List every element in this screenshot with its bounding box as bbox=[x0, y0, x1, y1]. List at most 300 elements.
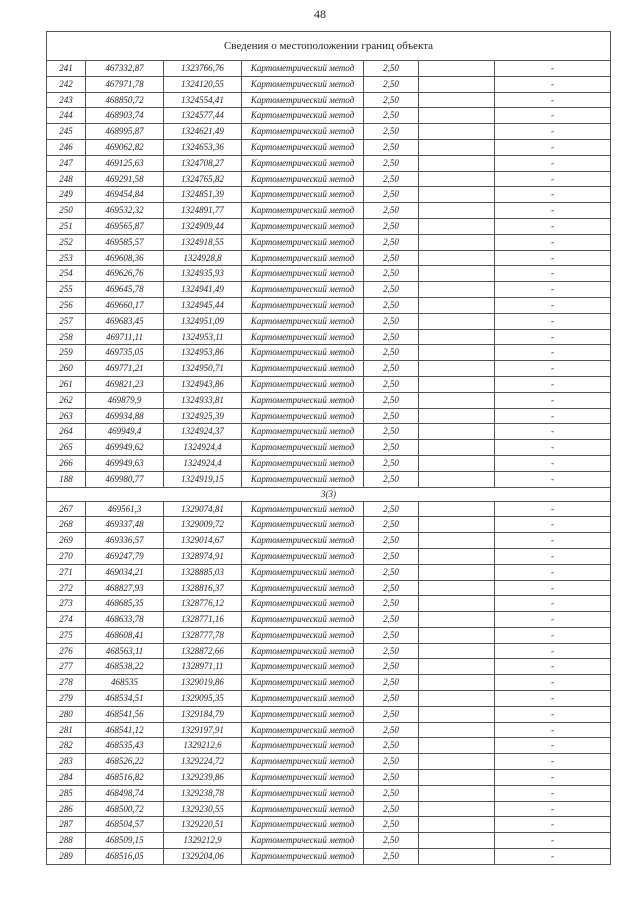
point-number-cell: 271 bbox=[47, 564, 86, 580]
method-cell: Картометрический метод bbox=[242, 361, 364, 377]
point-number-cell: 249 bbox=[47, 187, 86, 203]
note-cell: - bbox=[495, 187, 611, 203]
point-number-cell: 255 bbox=[47, 282, 86, 298]
table-row bbox=[47, 564, 611, 580]
boundary-coordinates-table bbox=[46, 31, 611, 865]
method-cell: Картометрический метод bbox=[242, 187, 364, 203]
description-cell bbox=[419, 376, 495, 392]
note-cell: - bbox=[495, 596, 611, 612]
note-cell: - bbox=[495, 564, 611, 580]
description-cell bbox=[419, 218, 495, 234]
coordinate-y-cell: 1324577,44 bbox=[164, 108, 242, 124]
coordinate-x-cell: 469660,17 bbox=[86, 297, 164, 313]
description-cell bbox=[419, 187, 495, 203]
note-cell: - bbox=[495, 627, 611, 643]
note-cell: - bbox=[495, 738, 611, 754]
accuracy-cell: 2,50 bbox=[364, 817, 419, 833]
coordinate-y-cell: 1324909,44 bbox=[164, 218, 242, 234]
coordinate-x-cell: 468827,93 bbox=[86, 580, 164, 596]
accuracy-cell: 2,50 bbox=[364, 564, 419, 580]
method-cell: Картометрический метод bbox=[242, 722, 364, 738]
coordinate-y-cell: 1329239,86 bbox=[164, 770, 242, 786]
description-cell bbox=[419, 754, 495, 770]
table-title: Сведения о местоположении границ объекта bbox=[47, 32, 611, 61]
coordinate-y-cell: 1328816,37 bbox=[164, 580, 242, 596]
method-cell: Картометрический метод bbox=[242, 313, 364, 329]
coordinate-y-cell: 1329212,9 bbox=[164, 833, 242, 849]
coordinate-y-cell: 1324953,86 bbox=[164, 345, 242, 361]
point-number-cell: 289 bbox=[47, 849, 86, 865]
point-number-cell: 275 bbox=[47, 627, 86, 643]
accuracy-cell: 2,50 bbox=[364, 92, 419, 108]
coordinate-x-cell: 469454,84 bbox=[86, 187, 164, 203]
method-cell: Картометрический метод bbox=[242, 266, 364, 282]
coordinate-x-cell: 469821,23 bbox=[86, 376, 164, 392]
accuracy-cell: 2,50 bbox=[364, 329, 419, 345]
coordinate-x-cell: 469291,58 bbox=[86, 171, 164, 187]
point-number-cell: 282 bbox=[47, 738, 86, 754]
table-row bbox=[47, 849, 611, 865]
coordinate-x-cell: 468535 bbox=[86, 675, 164, 691]
description-cell bbox=[419, 424, 495, 440]
coordinate-x-cell: 468509,15 bbox=[86, 833, 164, 849]
method-cell: Картометрический метод bbox=[242, 659, 364, 675]
description-cell bbox=[419, 612, 495, 628]
accuracy-cell: 2,50 bbox=[364, 471, 419, 487]
method-cell: Картометрический метод bbox=[242, 92, 364, 108]
table-row bbox=[47, 659, 611, 675]
method-cell: Картометрический метод bbox=[242, 564, 364, 580]
note-cell: - bbox=[495, 849, 611, 865]
method-cell: Картометрический метод bbox=[242, 770, 364, 786]
accuracy-cell: 2,50 bbox=[364, 392, 419, 408]
point-number-cell: 277 bbox=[47, 659, 86, 675]
table-row bbox=[47, 282, 611, 298]
accuracy-cell: 2,50 bbox=[364, 313, 419, 329]
point-number-cell: 260 bbox=[47, 361, 86, 377]
point-number-cell: 268 bbox=[47, 517, 86, 533]
note-cell: - bbox=[495, 203, 611, 219]
coordinate-y-cell: 1329009,72 bbox=[164, 517, 242, 533]
description-cell bbox=[419, 361, 495, 377]
coordinate-y-cell: 1324925,39 bbox=[164, 408, 242, 424]
accuracy-cell: 2,50 bbox=[364, 691, 419, 707]
method-cell: Картометрический метод bbox=[242, 76, 364, 92]
description-cell bbox=[419, 440, 495, 456]
coordinate-y-cell: 1328971,11 bbox=[164, 659, 242, 675]
coordinate-x-cell: 469034,21 bbox=[86, 564, 164, 580]
description-cell bbox=[419, 471, 495, 487]
description-cell bbox=[419, 596, 495, 612]
accuracy-cell: 2,50 bbox=[364, 612, 419, 628]
description-cell bbox=[419, 266, 495, 282]
note-cell: - bbox=[495, 455, 611, 471]
coordinate-y-cell: 1328776,12 bbox=[164, 596, 242, 612]
note-cell: - bbox=[495, 108, 611, 124]
coordinate-y-cell: 1328777,78 bbox=[164, 627, 242, 643]
method-cell: Картометрический метод bbox=[242, 833, 364, 849]
coordinate-y-cell: 1324621,49 bbox=[164, 124, 242, 140]
method-cell: Картометрический метод bbox=[242, 329, 364, 345]
method-cell: Картометрический метод bbox=[242, 785, 364, 801]
table-title-row bbox=[47, 32, 611, 61]
table-row bbox=[47, 517, 611, 533]
point-number-cell: 248 bbox=[47, 171, 86, 187]
coordinate-y-cell: 1323766,76 bbox=[164, 61, 242, 77]
description-cell bbox=[419, 139, 495, 155]
point-number-cell: 254 bbox=[47, 266, 86, 282]
point-number-cell: 280 bbox=[47, 706, 86, 722]
coordinate-x-cell: 467332,87 bbox=[86, 61, 164, 77]
note-cell: - bbox=[495, 361, 611, 377]
description-cell bbox=[419, 61, 495, 77]
coordinate-y-cell: 1324554,41 bbox=[164, 92, 242, 108]
table-row bbox=[47, 250, 611, 266]
table-row bbox=[47, 218, 611, 234]
description-cell bbox=[419, 171, 495, 187]
coordinate-y-cell: 1328872,66 bbox=[164, 643, 242, 659]
description-cell bbox=[419, 76, 495, 92]
section-label: 3(3) bbox=[47, 487, 611, 501]
method-cell: Картометрический метод bbox=[242, 627, 364, 643]
description-cell bbox=[419, 659, 495, 675]
table-row bbox=[47, 376, 611, 392]
note-cell: - bbox=[495, 548, 611, 564]
note-cell: - bbox=[495, 218, 611, 234]
note-cell: - bbox=[495, 171, 611, 187]
coordinate-y-cell: 1324918,55 bbox=[164, 234, 242, 250]
note-cell: - bbox=[495, 691, 611, 707]
accuracy-cell: 2,50 bbox=[364, 596, 419, 612]
accuracy-cell: 2,50 bbox=[364, 76, 419, 92]
table-row bbox=[47, 76, 611, 92]
table-row bbox=[47, 234, 611, 250]
description-cell bbox=[419, 564, 495, 580]
coordinate-y-cell: 1324933,81 bbox=[164, 392, 242, 408]
table-row bbox=[47, 424, 611, 440]
note-cell: - bbox=[495, 706, 611, 722]
point-number-cell: 258 bbox=[47, 329, 86, 345]
description-cell bbox=[419, 282, 495, 298]
section-row bbox=[47, 487, 611, 501]
description-cell bbox=[419, 548, 495, 564]
point-number-cell: 267 bbox=[47, 501, 86, 517]
table-row bbox=[47, 706, 611, 722]
table-row bbox=[47, 266, 611, 282]
accuracy-cell: 2,50 bbox=[364, 297, 419, 313]
accuracy-cell: 2,50 bbox=[364, 754, 419, 770]
method-cell: Картометрический метод bbox=[242, 801, 364, 817]
description-cell bbox=[419, 234, 495, 250]
coordinate-x-cell: 469125,63 bbox=[86, 155, 164, 171]
note-cell: - bbox=[495, 408, 611, 424]
note-cell: - bbox=[495, 754, 611, 770]
point-number-cell: 256 bbox=[47, 297, 86, 313]
description-cell bbox=[419, 722, 495, 738]
coordinate-y-cell: 1329074,81 bbox=[164, 501, 242, 517]
coordinate-x-cell: 469949,63 bbox=[86, 455, 164, 471]
coordinate-x-cell: 469247,79 bbox=[86, 548, 164, 564]
accuracy-cell: 2,50 bbox=[364, 440, 419, 456]
coordinate-y-cell: 1324928,8 bbox=[164, 250, 242, 266]
coordinate-y-cell: 1324891,77 bbox=[164, 203, 242, 219]
method-cell: Картометрический метод bbox=[242, 501, 364, 517]
note-cell: - bbox=[495, 801, 611, 817]
coordinate-y-cell: 1329230,55 bbox=[164, 801, 242, 817]
point-number-cell: 242 bbox=[47, 76, 86, 92]
coordinate-x-cell: 468535,43 bbox=[86, 738, 164, 754]
table-row bbox=[47, 345, 611, 361]
coordinate-x-cell: 469949,4 bbox=[86, 424, 164, 440]
accuracy-cell: 2,50 bbox=[364, 218, 419, 234]
accuracy-cell: 2,50 bbox=[364, 738, 419, 754]
table-row bbox=[47, 770, 611, 786]
point-number-cell: 278 bbox=[47, 675, 86, 691]
accuracy-cell: 2,50 bbox=[364, 849, 419, 865]
description-cell bbox=[419, 455, 495, 471]
note-cell: - bbox=[495, 376, 611, 392]
method-cell: Картометрический метод bbox=[242, 424, 364, 440]
table-row bbox=[47, 643, 611, 659]
description-cell bbox=[419, 627, 495, 643]
point-number-cell: 241 bbox=[47, 61, 86, 77]
coordinate-y-cell: 1329204,06 bbox=[164, 849, 242, 865]
description-cell bbox=[419, 738, 495, 754]
coordinate-y-cell: 1324951,09 bbox=[164, 313, 242, 329]
point-number-cell: 284 bbox=[47, 770, 86, 786]
coordinate-y-cell: 1324941,49 bbox=[164, 282, 242, 298]
point-number-cell: 259 bbox=[47, 345, 86, 361]
note-cell: - bbox=[495, 61, 611, 77]
accuracy-cell: 2,50 bbox=[364, 501, 419, 517]
coordinate-y-cell: 1324950,71 bbox=[164, 361, 242, 377]
coordinate-y-cell: 1329184,79 bbox=[164, 706, 242, 722]
method-cell: Картометрический метод bbox=[242, 455, 364, 471]
accuracy-cell: 2,50 bbox=[364, 675, 419, 691]
accuracy-cell: 2,50 bbox=[364, 627, 419, 643]
accuracy-cell: 2,50 bbox=[364, 234, 419, 250]
table-row bbox=[47, 691, 611, 707]
coordinate-x-cell: 468526,22 bbox=[86, 754, 164, 770]
description-cell bbox=[419, 643, 495, 659]
description-cell bbox=[419, 408, 495, 424]
table-row bbox=[47, 124, 611, 140]
accuracy-cell: 2,50 bbox=[364, 376, 419, 392]
method-cell: Картометрический метод bbox=[242, 517, 364, 533]
method-cell: Картометрический метод bbox=[242, 706, 364, 722]
description-cell bbox=[419, 92, 495, 108]
table-row bbox=[47, 833, 611, 849]
coordinate-y-cell: 1329014,67 bbox=[164, 533, 242, 549]
note-cell: - bbox=[495, 297, 611, 313]
accuracy-cell: 2,50 bbox=[364, 785, 419, 801]
coordinate-y-cell: 1329224,72 bbox=[164, 754, 242, 770]
description-cell bbox=[419, 313, 495, 329]
method-cell: Картометрический метод bbox=[242, 580, 364, 596]
coordinate-y-cell: 1324924,4 bbox=[164, 440, 242, 456]
accuracy-cell: 2,50 bbox=[364, 424, 419, 440]
coordinate-y-cell: 1324924,4 bbox=[164, 455, 242, 471]
method-cell: Картометрический метод bbox=[242, 218, 364, 234]
coordinate-x-cell: 468538,22 bbox=[86, 659, 164, 675]
method-cell: Картометрический метод bbox=[242, 124, 364, 140]
note-cell: - bbox=[495, 722, 611, 738]
coordinate-y-cell: 1329212,6 bbox=[164, 738, 242, 754]
note-cell: - bbox=[495, 580, 611, 596]
table-row bbox=[47, 785, 611, 801]
method-cell: Картометрический метод bbox=[242, 392, 364, 408]
coordinate-y-cell: 1328885,03 bbox=[164, 564, 242, 580]
description-cell bbox=[419, 124, 495, 140]
coordinate-y-cell: 1324919,15 bbox=[164, 471, 242, 487]
coordinate-x-cell: 468903,74 bbox=[86, 108, 164, 124]
coordinate-y-cell: 1329220,51 bbox=[164, 817, 242, 833]
point-number-cell: 250 bbox=[47, 203, 86, 219]
table-row bbox=[47, 440, 611, 456]
table-row bbox=[47, 313, 611, 329]
point-number-cell: 276 bbox=[47, 643, 86, 659]
note-cell: - bbox=[495, 234, 611, 250]
accuracy-cell: 2,50 bbox=[364, 408, 419, 424]
coordinate-x-cell: 469735,05 bbox=[86, 345, 164, 361]
method-cell: Картометрический метод bbox=[242, 203, 364, 219]
table-row bbox=[47, 92, 611, 108]
coordinate-x-cell: 468685,35 bbox=[86, 596, 164, 612]
method-cell: Картометрический метод bbox=[242, 234, 364, 250]
coordinate-x-cell: 469336,57 bbox=[86, 533, 164, 549]
table-row bbox=[47, 817, 611, 833]
method-cell: Картометрический метод bbox=[242, 408, 364, 424]
point-number-cell: 281 bbox=[47, 722, 86, 738]
table-row bbox=[47, 596, 611, 612]
description-cell bbox=[419, 501, 495, 517]
table-row bbox=[47, 501, 611, 517]
coordinate-y-cell: 1329238,78 bbox=[164, 785, 242, 801]
note-cell: - bbox=[495, 345, 611, 361]
note-cell: - bbox=[495, 659, 611, 675]
method-cell: Картометрический метод bbox=[242, 675, 364, 691]
coordinate-x-cell: 468995,87 bbox=[86, 124, 164, 140]
coordinate-x-cell: 468534,51 bbox=[86, 691, 164, 707]
description-cell bbox=[419, 770, 495, 786]
table-row bbox=[47, 627, 611, 643]
coordinate-x-cell: 469561,3 bbox=[86, 501, 164, 517]
coordinate-x-cell: 468498,74 bbox=[86, 785, 164, 801]
point-number-cell: 288 bbox=[47, 833, 86, 849]
accuracy-cell: 2,50 bbox=[364, 801, 419, 817]
method-cell: Картометрический метод bbox=[242, 250, 364, 266]
accuracy-cell: 2,50 bbox=[364, 266, 419, 282]
note-cell: - bbox=[495, 329, 611, 345]
coordinate-x-cell: 468516,82 bbox=[86, 770, 164, 786]
description-cell bbox=[419, 533, 495, 549]
note-cell: - bbox=[495, 833, 611, 849]
accuracy-cell: 2,50 bbox=[364, 770, 419, 786]
coordinate-y-cell: 1324953,11 bbox=[164, 329, 242, 345]
description-cell bbox=[419, 345, 495, 361]
note-cell: - bbox=[495, 92, 611, 108]
point-number-cell: 253 bbox=[47, 250, 86, 266]
note-cell: - bbox=[495, 675, 611, 691]
coordinate-x-cell: 469565,87 bbox=[86, 218, 164, 234]
table-row bbox=[47, 139, 611, 155]
method-cell: Картометрический метод bbox=[242, 139, 364, 155]
accuracy-cell: 2,50 bbox=[364, 282, 419, 298]
description-cell bbox=[419, 706, 495, 722]
method-cell: Картометрический метод bbox=[242, 345, 364, 361]
method-cell: Картометрический метод bbox=[242, 376, 364, 392]
method-cell: Картометрический метод bbox=[242, 533, 364, 549]
coordinate-y-cell: 1324924,37 bbox=[164, 424, 242, 440]
coordinate-y-cell: 1329095,35 bbox=[164, 691, 242, 707]
note-cell: - bbox=[495, 124, 611, 140]
accuracy-cell: 2,50 bbox=[364, 659, 419, 675]
accuracy-cell: 2,50 bbox=[364, 706, 419, 722]
note-cell: - bbox=[495, 424, 611, 440]
description-cell bbox=[419, 817, 495, 833]
coordinate-x-cell: 469711,11 bbox=[86, 329, 164, 345]
accuracy-cell: 2,50 bbox=[364, 108, 419, 124]
point-number-cell: 243 bbox=[47, 92, 86, 108]
point-number-cell: 274 bbox=[47, 612, 86, 628]
method-cell: Картометрический метод bbox=[242, 471, 364, 487]
description-cell bbox=[419, 297, 495, 313]
accuracy-cell: 2,50 bbox=[364, 203, 419, 219]
table-row bbox=[47, 61, 611, 77]
coordinate-x-cell: 468563,11 bbox=[86, 643, 164, 659]
note-cell: - bbox=[495, 785, 611, 801]
coordinate-x-cell: 468608,41 bbox=[86, 627, 164, 643]
coordinate-x-cell: 468541,56 bbox=[86, 706, 164, 722]
table-row bbox=[47, 533, 611, 549]
table-row bbox=[47, 548, 611, 564]
table-row bbox=[47, 738, 611, 754]
note-cell: - bbox=[495, 266, 611, 282]
note-cell: - bbox=[495, 643, 611, 659]
accuracy-cell: 2,50 bbox=[364, 533, 419, 549]
note-cell: - bbox=[495, 517, 611, 533]
method-cell: Картометрический метод bbox=[242, 849, 364, 865]
point-number-cell: 263 bbox=[47, 408, 86, 424]
point-number-cell: 264 bbox=[47, 424, 86, 440]
coordinate-y-cell: 1329197,91 bbox=[164, 722, 242, 738]
note-cell: - bbox=[495, 817, 611, 833]
table-row bbox=[47, 675, 611, 691]
note-cell: - bbox=[495, 155, 611, 171]
point-number-cell: 188 bbox=[47, 471, 86, 487]
method-cell: Картометрический метод bbox=[242, 548, 364, 564]
table-row bbox=[47, 455, 611, 471]
table-row bbox=[47, 329, 611, 345]
coordinate-y-cell: 1324935,93 bbox=[164, 266, 242, 282]
method-cell: Картометрический метод bbox=[242, 596, 364, 612]
point-number-cell: 279 bbox=[47, 691, 86, 707]
accuracy-cell: 2,50 bbox=[364, 171, 419, 187]
description-cell bbox=[419, 203, 495, 219]
coordinate-x-cell: 469934,88 bbox=[86, 408, 164, 424]
point-number-cell: 265 bbox=[47, 440, 86, 456]
table-row bbox=[47, 612, 611, 628]
description-cell bbox=[419, 580, 495, 596]
description-cell bbox=[419, 801, 495, 817]
table-row bbox=[47, 580, 611, 596]
note-cell: - bbox=[495, 76, 611, 92]
description-cell bbox=[419, 785, 495, 801]
table-row bbox=[47, 297, 611, 313]
table-row bbox=[47, 361, 611, 377]
coordinate-x-cell: 468850,72 bbox=[86, 92, 164, 108]
point-number-cell: 287 bbox=[47, 817, 86, 833]
